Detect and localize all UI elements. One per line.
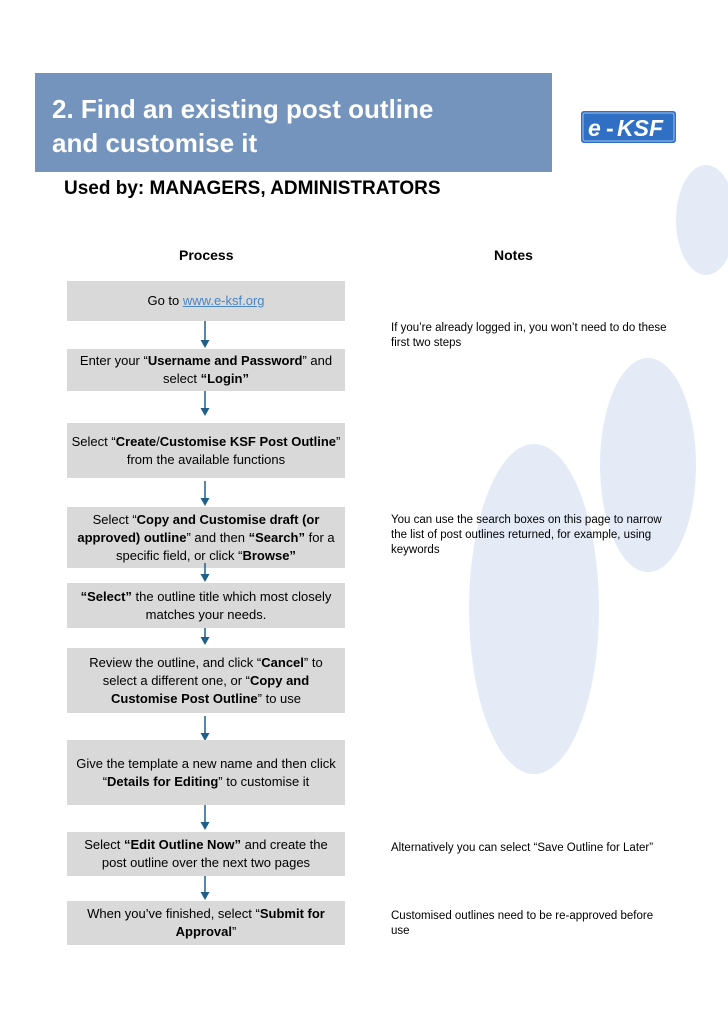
page-title	[52, 92, 532, 160]
arrow-down-icon	[200, 321, 210, 349]
process-column-heading: Process	[179, 247, 234, 263]
arrow-down-icon	[200, 628, 210, 646]
arrow-down-icon	[200, 876, 210, 901]
eksf-logo	[581, 111, 676, 143]
notes-column-heading: Notes	[494, 247, 533, 263]
arrow-down-icon	[200, 805, 210, 831]
step-go-to-site: Go to www.e-ksf.org	[67, 281, 345, 321]
note-search-boxes: You can use the search boxes on this page to narrow the list of post outlines returned, for example, using keywords	[391, 514, 662, 556]
logo-text-dash: -	[606, 115, 614, 141]
used-by-heading: Used by: MANAGERS, ADMINISTRATORS	[64, 178, 441, 199]
arrow-down-icon	[200, 481, 210, 507]
step-create-customise: Select “Create/Customise KSF Post Outline” from the available functions	[67, 423, 345, 478]
e-ksf-link[interactable]: www.e-ksf.org	[182, 293, 265, 308]
step-edit-outline: Select “Edit Outline Now” and create the post outline over the next two pages	[67, 832, 345, 876]
step-rename-template: Give the template a new name and then click “Details for Editing” to customise it	[67, 740, 345, 805]
page-title-line2: and customise it	[52, 128, 258, 158]
step-review-outline: Review the outline, and click “Cancel” to select a different one, or “Copy and Customise Post Outline” to use	[67, 648, 345, 713]
step-select-outline: “Select” the outline title which most closely matches your needs.	[67, 583, 345, 628]
logo-text-ksf: KSF	[617, 115, 663, 141]
arrow-down-icon	[200, 716, 210, 742]
step-login: Enter your “Username and Password” and select “Login”	[67, 349, 345, 391]
step-submit-approval: When you’ve finished, select “Submit for Approval”	[67, 901, 345, 945]
step-copy-search: Select “Copy and Customise draft (or approved) outline” and then “Search” for a specific field, or click “Browse”	[67, 507, 345, 568]
note-reapproval: Customised outlines need to be re-approved before use	[391, 910, 654, 937]
logo-text-e: e	[588, 115, 601, 141]
note-save-later: Alternatively you can select “Save Outline for Later”	[391, 842, 654, 854]
arrow-down-icon	[200, 563, 210, 583]
note-already-logged-in: If you’re already logged in, you won’t need to do these first two steps	[391, 322, 667, 349]
decorative-ellipse-top	[676, 165, 728, 275]
decorative-ellipse-large	[469, 444, 599, 774]
arrow-down-icon	[200, 391, 210, 417]
page-title-line1: 2. Find an existing post outline	[52, 94, 434, 124]
